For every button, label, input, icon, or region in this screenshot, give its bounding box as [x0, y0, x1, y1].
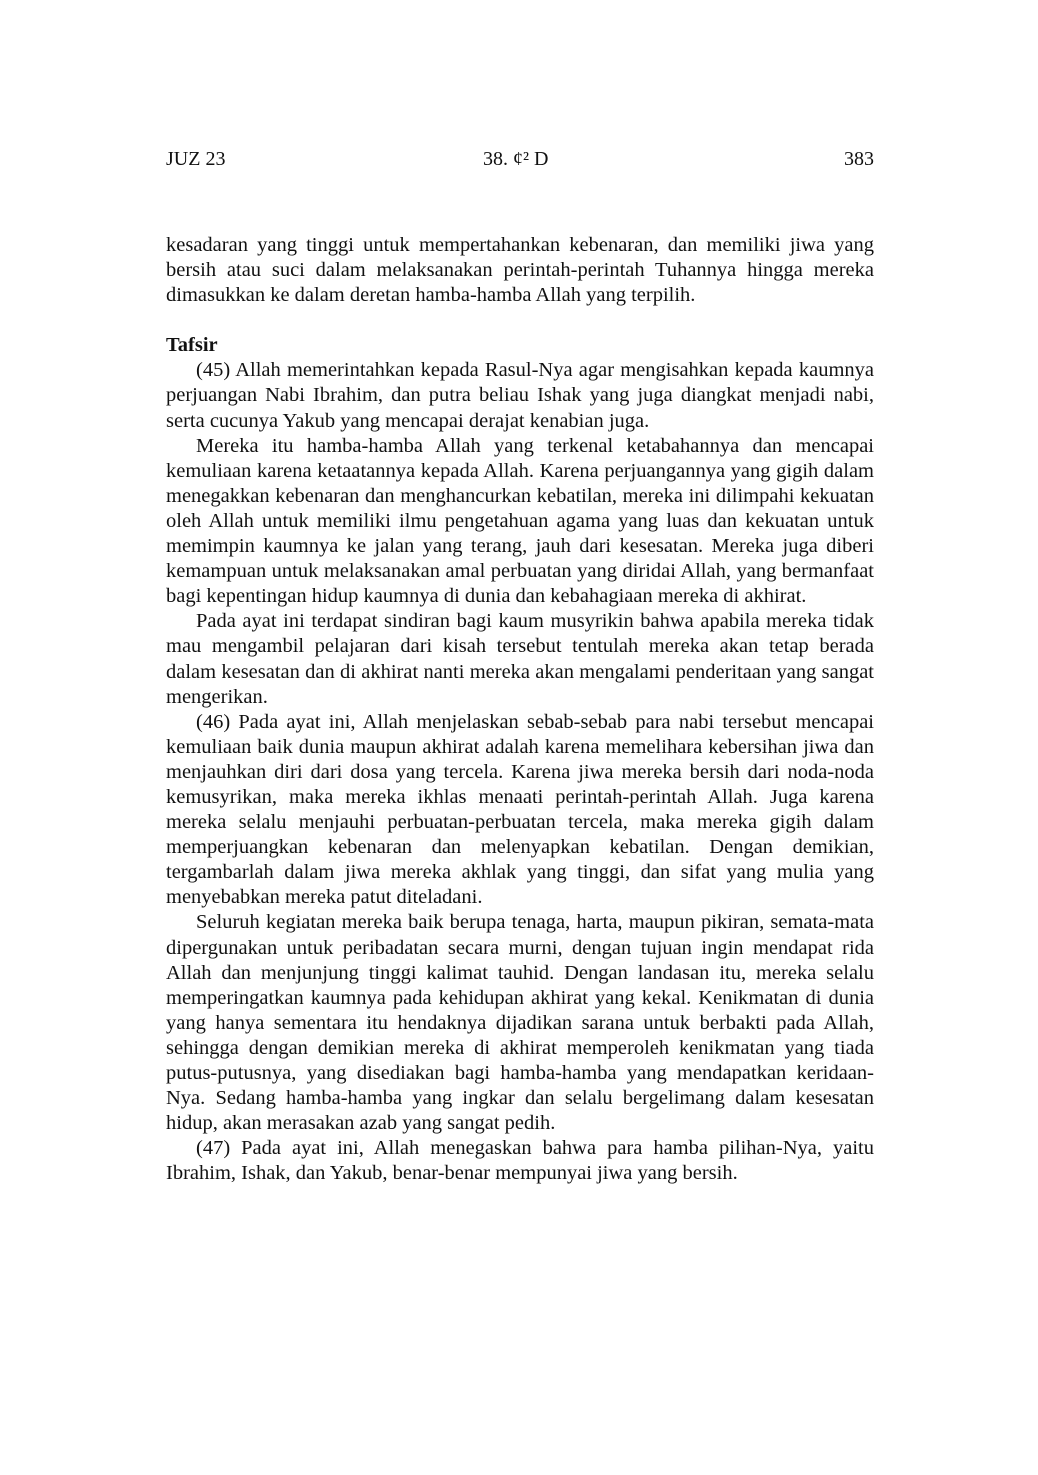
page-header: [166, 146, 874, 172]
page-number: 383: [844, 148, 874, 170]
surah-title: 38. ¢² D: [483, 148, 549, 170]
paragraph: Seluruh kegiatan mereka baik berupa tenaga, harta, maupun pikiran, semata-mata dipergunakan untuk peribadatan secara murni, dengan tujuan ingin mendapat rida Allah dan menjunjung tinggi kalimat tauhid. Dengan landasan itu, mereka selalu memperingatkan kaumnya pada kehidupan akhirat yang kekal. Kenikmatan di dunia yang hanya sementara itu hendaknya dijadikan sarana untuk berbakti pada Allah, sehingga dengan demikian mereka di akhirat memperoleh kenikmatan yang tiada putus-putusnya, yang disediakan bagi hamba-hamba yang mendapatkan keridaan-Nya. Sedang hamba-hamba yang ingkar dan selalu bergelimang dalam kesesatan hidup, akan merasakan azab yang sangat pedih.: [166, 911, 874, 1135]
juz-label: JUZ 23: [166, 148, 226, 170]
paragraph: Pada ayat ini terdapat sindiran bagi kaum musyrikin bahwa apabila mereka tidak mau mengambil pelajaran dari kisah tersebut tentulah mereka akan tetap berada dalam kesesatan dan di akhirat nanti mereka akan mengalami penderitaan yang sangat mengerikan.: [166, 610, 874, 708]
paragraph-ayat-46: (46) Pada ayat ini, Allah menjelaskan sebab-sebab para nabi tersebut mencapai kemuliaan baik dunia maupun akhirat adalah karena memelihara kebersihan jiwa dan menjauhkan diri dari dosa yang tercela. Karena jiwa mereka bersih dari noda-noda kemusyrikan, maka mereka ikhlas menaati perintah-perintah Allah. Juga karena mereka selalu menjauhi perbuatan-perbuatan tercela, maka mereka gigih dalam memperjuangkan kebenaran dan melenyapkan kebatilan. Dengan demikian, tergambarlah dalam jiwa mereka akhlak yang tinggi, dan sifat yang mulia yang menyebabkan mereka patut diteladani.: [166, 710, 874, 909]
paragraph: Mereka itu hamba-hamba Allah yang terkenal ketabahannya dan mencapai kemuliaan karena ketaatannya kepada Allah. Karena perjuangannya yang gigih dalam menegakkan kebenaran dan menghancurkan kebatilan, mereka ini dilimpahi kekuatan oleh Allah untuk memiliki ilmu pengetahuan agama yang luas dan kekuatan untuk memimpin kaumnya ke jalan yang terang, jauh dari kesesatan. Mereka juga diberi kemampuan untuk melaksanakan amal perbuatan yang diridai Allah, yang bermanfaat bagi kepentingan hidup kaumnya di dunia dan kebahagiaan mereka di akhirat.: [166, 434, 874, 608]
paragraph-ayat-47: (47) Pada ayat ini, Allah menegaskan bahwa para hamba pilihan-Nya, yaitu Ibrahim, Ishak, dan Yakub, benar-benar mempunyai jiwa yang bersih.: [166, 1137, 874, 1185]
intro-paragraph: kesadaran yang tinggi untuk mempertahankan kebenaran, dan memiliki jiwa yang bersih atau suci dalam melaksanakan perintah-perintah Tuhannya hingga mereka dimasukkan ke dalam deretan hamba-hamba Allah yang terpilih.: [166, 234, 874, 307]
page-body: [166, 233, 874, 1186]
section-heading: Tafsir: [166, 334, 218, 357]
paragraph-ayat-45: (45) Allah memerintahkan kepada Rasul-Nya agar mengisahkan kepada kaumnya perjuangan Nabi Ibrahim, dan putra beliau Ishak yang juga diangkat menjadi nabi, serta cucunya Yakub yang mencapai derajat kenabian juga.: [166, 359, 874, 432]
